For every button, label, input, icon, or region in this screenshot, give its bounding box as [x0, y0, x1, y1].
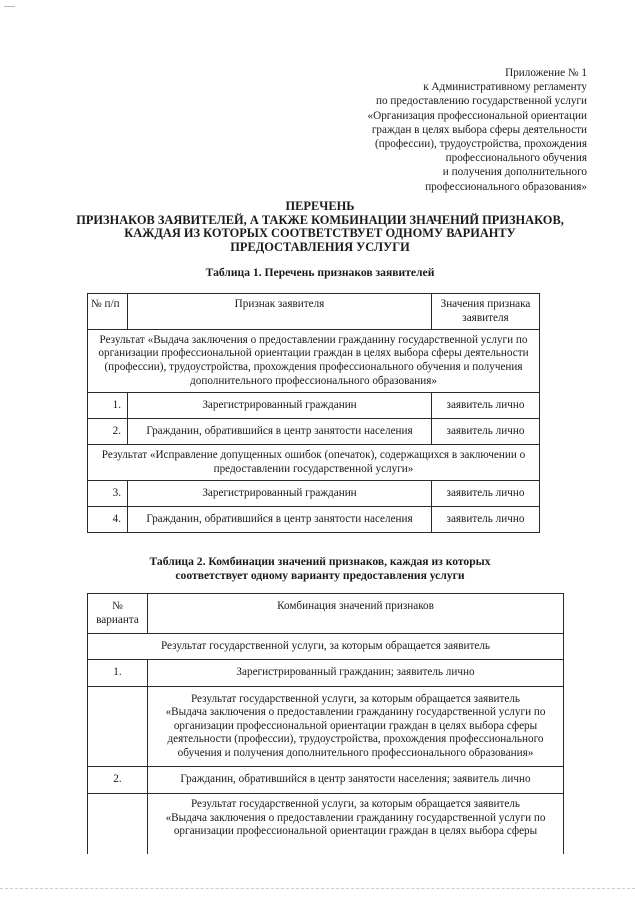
page-bottom-edge [0, 888, 635, 889]
row-sign: Зарегистрированный гражданин [128, 481, 432, 507]
row-sign: Зарегистрированный гражданин [128, 393, 432, 419]
row-num: 3. [88, 481, 128, 507]
appendix-line: профессионального образования» [425, 180, 587, 193]
variant-combination: Зарегистрированный гражданин; заявитель лично [148, 660, 564, 687]
appendix-line: Приложение № 1 [505, 67, 587, 79]
header-num: № п/п [88, 294, 128, 330]
table-row [88, 507, 540, 533]
result-group-cell [88, 445, 540, 481]
row-num: 2. [88, 419, 128, 445]
table1-caption [60, 266, 580, 280]
group-line: организации профессиональной ориентации граждан в целях выбора сферы деятельности [98, 347, 529, 360]
appendix-line: профессионального обучения [445, 152, 587, 165]
title-line: ПЕРЕЧЕНЬ [285, 199, 355, 213]
empty-cell [88, 794, 148, 854]
table1-caption-text: Таблица 1. Перечень признаков заявителей [205, 266, 435, 279]
result-line: Результат государственной услуги, за которым обращается заявитель [190, 692, 521, 705]
result-line: «Выдача заключения о предоставлении гражданину государственной услуги по [165, 706, 546, 719]
row-num: 4. [88, 507, 128, 533]
appendix-line: (профессии), трудоустройства, прохождения [374, 138, 587, 151]
header-sign: Признак заявителя [128, 294, 432, 330]
group-line: дополнительного профессионального образования» [190, 374, 437, 387]
group-line: предоставлении государственной услуги» [213, 462, 414, 475]
variant-row [88, 767, 564, 794]
header-variant [88, 594, 148, 634]
table-header-row [88, 594, 564, 634]
row-num: 1. [88, 393, 128, 419]
header-value [432, 294, 540, 330]
result-line: «Выдача заключения о предоставлении гражданину государственной услуги по [165, 811, 546, 824]
table2-caption-line: соответствует одному варианту предоставления услуги [175, 569, 465, 582]
table2-caption-line: Таблица 2. Комбинации значений признаков, каждая из которых [149, 555, 491, 568]
row-value: заявитель лично [432, 393, 540, 419]
appendix-header [287, 66, 587, 194]
result-line: организации профессиональной ориентации граждан в целях выбора сферы [173, 719, 538, 732]
row-value: заявитель лично [432, 507, 540, 533]
row-sign: Гражданин, обратившийся в центр занятости населения [128, 507, 432, 533]
variant-result [148, 687, 564, 767]
applicant-signs-table [87, 293, 540, 533]
corner-mark: — [4, 0, 15, 12]
result-span-cell: Результат государственной услуги, за которым обращается заявитель [88, 634, 564, 660]
title-line: ПРЕДОСТАВЛЕНИЯ УСЛУГИ [230, 239, 410, 254]
result-line: обучения и получения дополнительного профессионального образования» [177, 746, 534, 759]
group-line: Результат «Исправление допущенных ошибок (опечаток), содержащихся в заключении о [101, 448, 526, 461]
result-line: организации профессиональной ориентации граждан в целях выбора сферы [173, 825, 538, 838]
empty-cell [88, 687, 148, 767]
header-variant-line: № [112, 599, 123, 612]
result-group-row [88, 330, 540, 393]
variant-combination: Гражданин, обратившийся в центр занятости населения; заявитель лично [148, 767, 564, 794]
row-sign: Гражданин, обратившийся в центр занятости населения [128, 419, 432, 445]
group-line: (профессии), трудоустройства, прохождения профессионального обучения и получения [104, 361, 523, 373]
title-line: ПРИЗНАКОВ ЗАЯВИТЕЛЕЙ, А ТАКЖЕ КОМБИНАЦИИ ЗНАЧЕНИЙ ПРИЗНАКОВ, [76, 212, 564, 227]
variant-result [148, 794, 564, 854]
variant-result-row [88, 687, 564, 767]
appendix-line: граждан в целях выбора сферы деятельности [371, 123, 587, 136]
appendix-line: и получения дополнительного [442, 166, 587, 179]
row-value: заявитель лично [432, 481, 540, 507]
variant-num: 2. [88, 767, 148, 794]
appendix-line: к Административному регламенту [423, 81, 587, 94]
result-line: Результат государственной услуги, за которым обращается заявитель [190, 798, 521, 810]
table2-caption [60, 555, 580, 583]
table-row [88, 393, 540, 419]
result-line: деятельности (профессии), трудоустройства, прохождения профессионального [167, 733, 544, 746]
result-group-row [88, 445, 540, 481]
title-line: КАЖДАЯ ИЗ КОТОРЫХ СООТВЕТСТВУЕТ ОДНОМУ ВАРИАНТУ [124, 226, 516, 240]
appendix-line: «Организация профессиональной ориентации [367, 109, 587, 122]
header-value-line: Значения признака [440, 297, 531, 310]
table-header-row [88, 294, 540, 330]
document-title [60, 200, 580, 254]
header-variant-line: варианта [96, 613, 139, 626]
variant-row [88, 660, 564, 687]
row-value: заявитель лично [432, 419, 540, 445]
result-span-row [88, 634, 564, 660]
group-line: Результат «Выдача заключения о предоставлении гражданину государственной услуги по [99, 333, 528, 346]
table-row [88, 481, 540, 507]
variant-result-row [88, 794, 564, 854]
appendix-line: по предоставлению государственной услуги [376, 95, 587, 108]
sign-combinations-table [87, 593, 564, 854]
header-combination: Комбинация значений признаков [148, 594, 564, 634]
variant-num: 1. [88, 660, 148, 687]
result-group-cell [88, 330, 540, 393]
table-row [88, 419, 540, 445]
header-value-line: заявителя [462, 311, 509, 324]
